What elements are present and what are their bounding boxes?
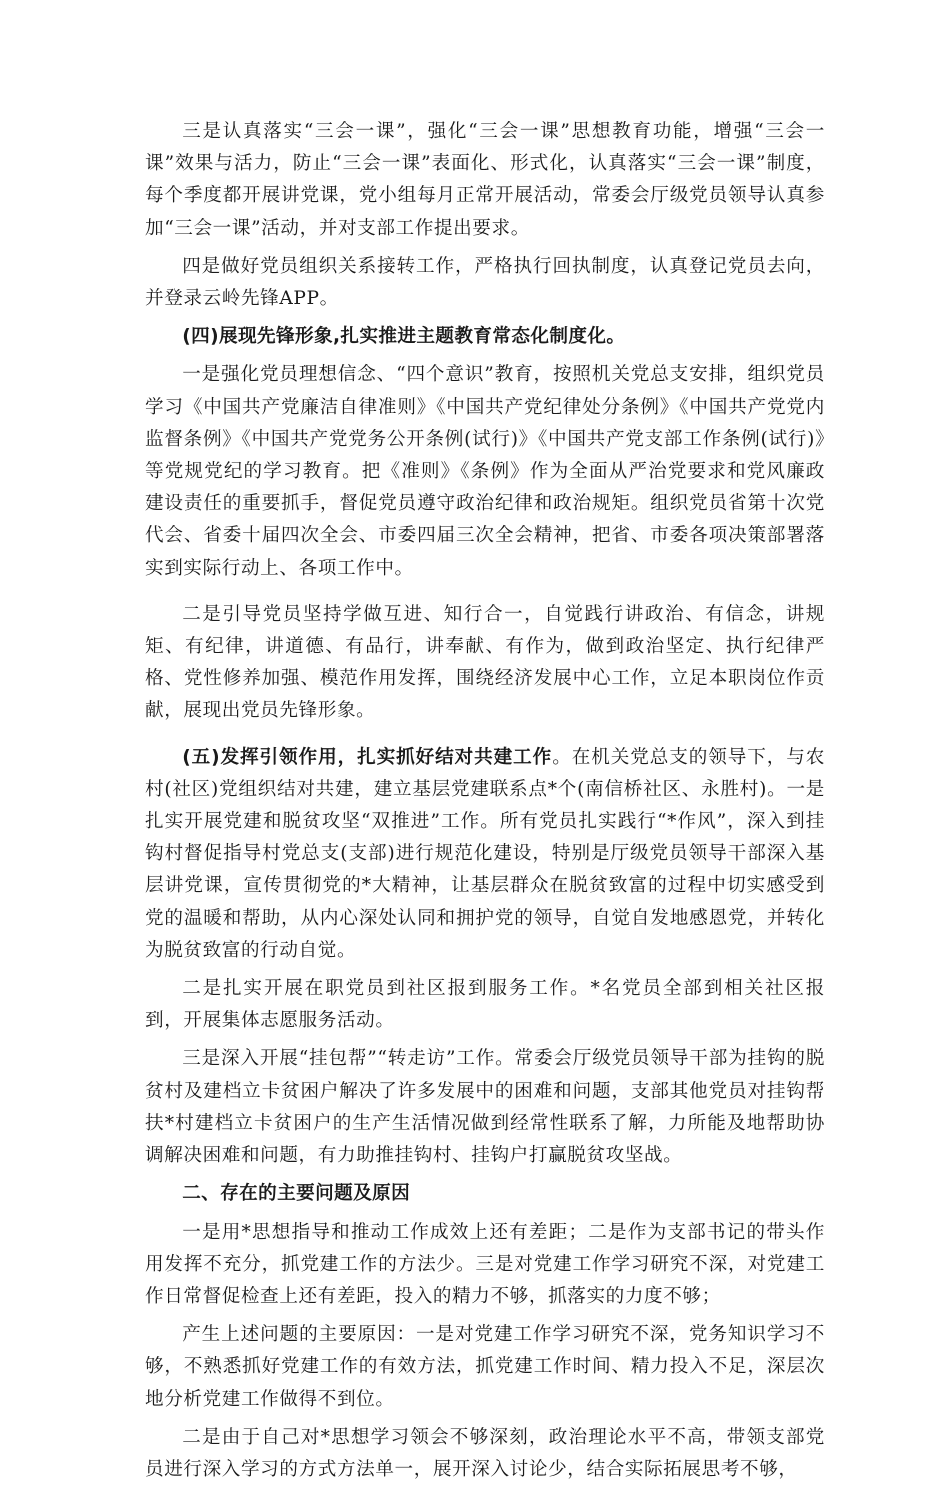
- document-page: [145, 116, 825, 1492]
- paragraph-three-meetings: 三是认真落实“三会一课”，强化“三会一课”思想教育功能，增强“三会一课”效果与活力，防止“三会一课”表面化、形式化，认真落实“三会一课”制度，每个季度都开展讲党课，党小组每月正常开展活动，常委会厅级党员领导认真参加“三会一课”活动，并对支部工作提出要求。: [145, 121, 825, 239]
- paragraph-learning-practice: 二是引导党员坚持学做互进、知行合一，自觉践行讲政治、有信念，讲规矩、有纪律，讲道德、有品行，讲奉献、有作为，做到政治坚定、执行纪律严格、党性修养加强、模范作用发挥，围绕经济发展中心工作，立足本职岗位作贡献，展现出党员先锋形象。: [145, 603, 825, 722]
- section-heading-five: (五)发挥引领作用，扎实抓好结对共建工作: [182, 746, 553, 768]
- paragraph-membership-transfer: 四是做好党员组织关系接转工作，严格执行回执制度，认真登记党员去向，并登录云岭先锋APP。: [145, 255, 825, 310]
- paragraph-section-five: [145, 742, 825, 967]
- section-five-body: 。在机关党总支的领导下，与农村(社区)党组织结对共建，建立基层党建联系点*个(南信桥社区、永胜村)。一是扎实开展党建和脱贫攻坚“双推进”工作。所有党员扎实践行“*作风”，深入到挂钩村督促指导村党总支(支部)进行规范化建设，特别是厅级党员领导干部深入基层讲党课，宣传贯彻党的*大精神，让基层群众在脱贫致富的过程中切实感受到党的温暖和帮助，从内心深处认同和拥护党的领导，自觉自发地感恩党，并转化为脱贫致富的行动自觉。: [145, 746, 825, 961]
- paragraph-community-service: 二是扎实开展在职党员到社区报到服务工作。*名党员全部到相关社区报到，开展集体志愿服务活动。: [145, 978, 825, 1032]
- section-heading-four: (四)展现先锋形象,扎实推进主题教育常态化制度化。: [182, 326, 626, 348]
- paragraph-problems: 一是用*思想指导和推动工作成效上还有差距；二是作为支部书记的带头作用发挥不充分，抓党建工作的方法少。三是对党建工作学习研究不深，对党建工作日常督促检查上还有差距，投入的精力不够，抓落实的力度不够；: [145, 1221, 825, 1307]
- paragraph-ideals-education: 一是强化党员理想信念、“四个意识”教育，按照机关党总支安排，组织党员学习《中国共产党廉洁自律准则》《中国共产党纪律处分条例》《中国共产党党内监督条例》《中国共产党党务公开条例(试行)》《中国共产党支部工作条例(试行)》等党规党纪的学习教育。把《准则》《条例》作为全面从严治党要求和党风廉政建设责任的重要抓手，督促党员遵守政治纪律和政治规矩。组织党员省第十次党代会、省委十届四次全会、市委四届三次全会精神，把省、市委各项决策部署落实到实际行动上、各项工作中。: [145, 364, 825, 579]
- paragraph-visit-work: 三是深入开展“挂包帮”“转走访”工作。常委会厅级党员领导干部为挂钩的脱贫村及建档立卡贫困户解决了许多发展中的困难和问题，支部其他党员对挂钩帮扶*村建档立卡贫困户的生产生活情况做到经常性联系了解，力所能及地帮助协调解决困难和问题，有力助推挂钩村、挂钩户打赢脱贫攻坚战。: [145, 1048, 825, 1167]
- paragraph-causes: 产生上述问题的主要原因：一是对党建工作学习研究不深，党务知识学习不够，不熟悉抓好党建工作的有效方法，抓党建工作时间、精力投入不足，深层次地分析党建工作做得不到位。: [145, 1324, 825, 1410]
- paragraph-causes-two: 二是由于自己对*思想学习领会不够深刻，政治理论水平不高，带领支部党员进行深入学习的方式方法单一，展开深入讨论少，结合实际拓展思考不够，: [145, 1426, 825, 1480]
- section-heading-problems: 二、存在的主要问题及原因: [182, 1183, 411, 1205]
